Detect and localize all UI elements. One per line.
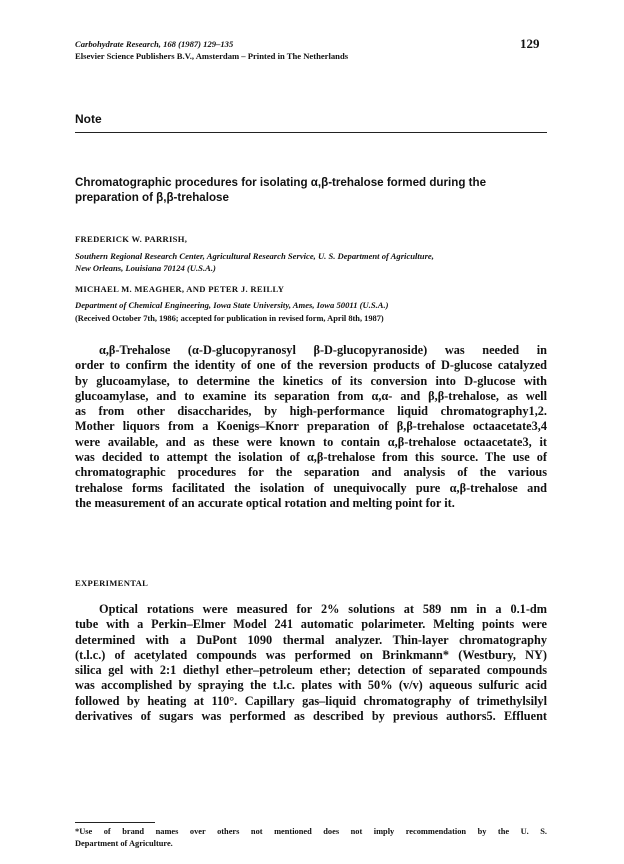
- author-affiliation: [75, 299, 555, 311]
- text-line: the measurement of an accurate optical rotation and melting point for it.: [75, 495, 455, 510]
- text-line: silica gel with 2:1 diethyl ether–petroleum ether; detection of separated compounds: [75, 663, 547, 678]
- experimental-heading: EXPERIMENTAL: [75, 578, 149, 588]
- affiliation-line: Southern Regional Research Center, Agricultural Research Service, U. S. Department of Agriculture,: [75, 251, 434, 261]
- title-line: Chromatographic procedures for isolating α,β-trehalose formed during the: [75, 176, 487, 189]
- author-affiliation: [75, 250, 555, 274]
- text-line: (t.l.c.) of acetylated compounds was performed on Brinkmann* (Westbury, NY): [75, 647, 547, 662]
- header-divider: [75, 132, 547, 133]
- text-line: order to confirm the identity of one of the reversion products of D-glucose catalyzed: [75, 358, 547, 373]
- text-line: derivatives of sugars was performed as described by previous authors5. Effluent: [75, 709, 547, 724]
- affiliation-line: Department of Chemical Engineering, Iowa State University, Ames, Iowa 50011 (U.S.A.): [75, 300, 389, 310]
- footnote-line: *Use of brand names over others not mentioned does not imply recommendation by the U. S.: [75, 827, 547, 836]
- text-line: were available, and as these were known to contain α,β-trehalose octaacetate3, it: [75, 434, 547, 449]
- section-label: Note: [75, 112, 102, 126]
- text-line: trehalose forms facilitated the isolation of unequivocally pure α,β-trehalose and: [75, 480, 547, 495]
- text-line: by glucoamylase, to determine the kinetics of its conversion into D-glucose with: [75, 373, 547, 388]
- intro-paragraph: [75, 343, 547, 511]
- page-number: 129: [520, 36, 540, 51]
- text-line: glucoamylase, and to examine its separation from α,α- and β,β-trehalose, as well: [75, 388, 547, 403]
- text-line: chromatographic procedures for the separation and analysis of the various: [75, 465, 547, 480]
- text-line: was decided to attempt the isolation of α,β-trehalose from this source. The use of: [75, 450, 547, 465]
- article-title: [75, 175, 547, 205]
- text-line: α,β-Trehalose (α-D-glucopyranosyl β-D-glucopyranoside) was needed in: [99, 343, 547, 357]
- experimental-paragraph: [75, 602, 547, 724]
- footnote: [75, 826, 547, 850]
- text-line: Mother liquors from a Koenigs–Knorr preparation of β,β-trehalose octaacetate3,4: [75, 419, 547, 434]
- text-line: as from other disaccharides, by high-performance liquid chromatography1,2.: [75, 404, 547, 419]
- title-line: preparation of β,β-trehalose: [75, 191, 229, 204]
- footnote-line: Department of Agriculture.: [75, 839, 173, 848]
- text-line: Optical rotations were measured for 2% solutions at 589 nm in a 0.1-dm: [99, 602, 547, 616]
- footnote-divider: [75, 822, 155, 823]
- text-line: followed by heating at 110°. Capillary gas–liquid chromatography of trimethylsilyl: [75, 693, 547, 708]
- text-line: was accomplished by spraying the t.l.c. plates with 50% (v/v) aqueous sulfuric acid: [75, 678, 547, 693]
- author-names: FREDERICK W. PARRISH,: [75, 234, 188, 244]
- publisher-line: Elsevier Science Publishers B.V., Amsterdam – Printed in The Netherlands: [75, 51, 349, 61]
- journal-citation: Carbohydrate Research, 168 (1987) 129–135: [75, 39, 234, 49]
- text-line: determined with a DuPont 1090 thermal analyzer. Thin-layer chromatography: [75, 632, 547, 647]
- text-line: tube with a Perkin–Elmer Model 241 automatic polarimeter. Melting points were: [75, 617, 547, 632]
- received-dates: (Received October 7th, 1986; accepted for publication in revised form, April 8th, 1987): [75, 314, 384, 323]
- running-header: [75, 38, 348, 62]
- author-names: MICHAEL M. MEAGHER, AND PETER J. REILLY: [75, 284, 285, 294]
- affiliation-line: New Orleans, Louisiana 70124 (U.S.A.): [75, 263, 216, 273]
